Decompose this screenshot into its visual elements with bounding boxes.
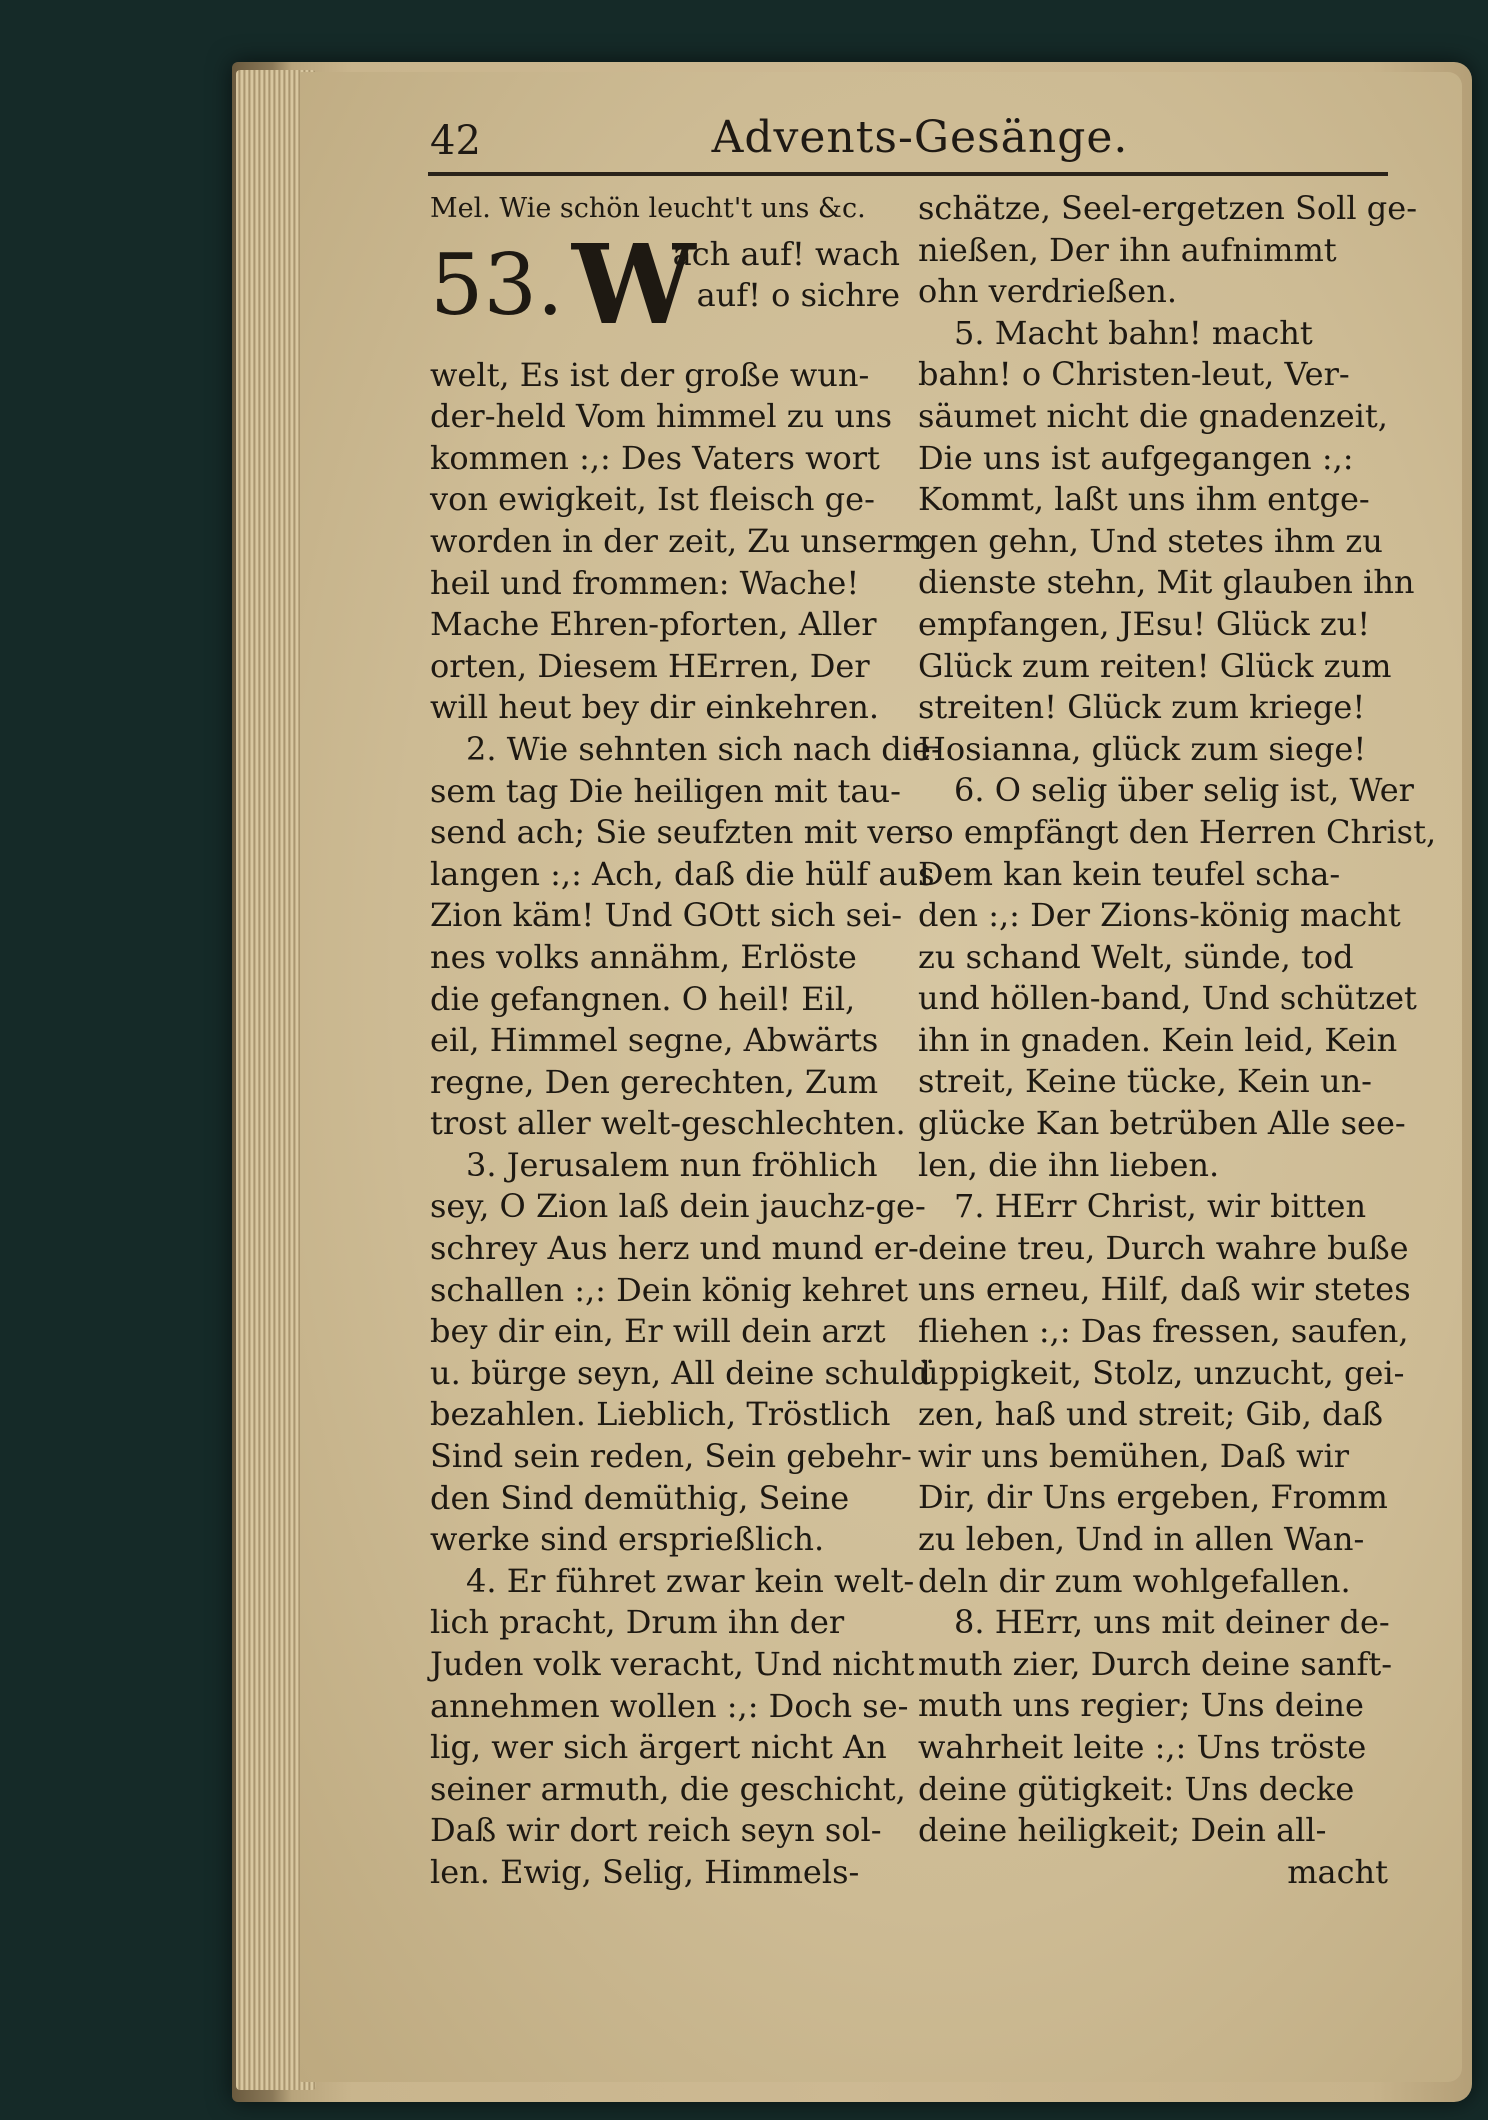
text-line: Die uns ist aufgegangen :,: bbox=[918, 438, 1354, 477]
text-line: empfangen, JEsu! Glück zu! bbox=[918, 604, 1371, 643]
text-line: 4. Er führet zwar kein welt- bbox=[466, 1561, 915, 1600]
melody-line: Mel. Wie schön leucht't uns &c. bbox=[430, 193, 866, 224]
text-line: streit, Keine tücke, Kein un- bbox=[918, 1062, 1372, 1101]
text-line: Zion käm! Und GOtt sich sei- bbox=[430, 896, 903, 935]
text-line: worden in der zeit, Zu unserm bbox=[430, 521, 923, 560]
text-line: eil, Himmel segne, Abwärts bbox=[430, 1021, 879, 1060]
page-number: 42 bbox=[430, 118, 481, 164]
text-line: üppigkeit, Stolz, unzucht, gei- bbox=[918, 1353, 1405, 1392]
text-line: seiner armuth, die geschicht, bbox=[430, 1769, 906, 1808]
text-line: zu leben, Und in allen Wan- bbox=[918, 1520, 1365, 1558]
text-line: ihn in gnaden. Kein leid, Kein bbox=[918, 1020, 1398, 1059]
text-line: orten, Diesem HErren, Der bbox=[430, 646, 870, 685]
text-line: Dem kan kein teufel scha- bbox=[918, 854, 1341, 893]
text-line: Mache Ehren-pforten, Aller bbox=[430, 605, 877, 644]
text-line: muth uns regier; Uns deine bbox=[918, 1686, 1364, 1725]
text-line: deine treu, Durch wahre buße bbox=[918, 1228, 1409, 1267]
text-line: 7. HErr Christ, wir bitten bbox=[954, 1187, 1367, 1226]
text-line: schrey Aus herz und mund er- bbox=[430, 1229, 919, 1268]
text-line: nießen, Der ihn aufnimmt bbox=[918, 230, 1337, 269]
text-line: zu schand Welt, sünde, tod bbox=[918, 937, 1354, 976]
text-line: so empfängt den Herren Christ, bbox=[918, 812, 1437, 851]
text-line: len. Ewig, Selig, Himmels- bbox=[430, 1852, 860, 1891]
catchword: macht bbox=[1287, 1852, 1388, 1891]
text-line: 3. Jerusalem nun fröhlich bbox=[466, 1145, 878, 1184]
text-line: und höllen-band, Und schützet bbox=[918, 979, 1417, 1018]
text-line: 8. HErr, uns mit deiner de- bbox=[954, 1603, 1390, 1642]
left-lines bbox=[430, 355, 942, 1894]
hymn-start bbox=[430, 219, 900, 355]
text-line: von ewigkeit, Ist fleisch ge- bbox=[430, 480, 875, 519]
text-line: deine gütigkeit: Uns decke bbox=[918, 1769, 1355, 1808]
left-column bbox=[430, 188, 942, 1894]
hymn-number: 53. bbox=[430, 235, 564, 334]
text-line: den Sind demüthig, Seine bbox=[430, 1478, 850, 1517]
text-line: wir uns bemühen, Daß wir bbox=[918, 1436, 1349, 1475]
text-line: langen :,: Ach, daß die hülf aus bbox=[430, 854, 935, 893]
text-line: will heut bey dir einkehren. bbox=[430, 688, 880, 727]
drop-cap: W bbox=[572, 219, 696, 349]
text-line: 5. Macht bahn! macht bbox=[954, 313, 1313, 352]
text-line: bezahlen. Lieblich, Tröstlich bbox=[430, 1395, 891, 1434]
text-line: Daß wir dort reich seyn sol- bbox=[430, 1811, 882, 1850]
right-column bbox=[918, 188, 1437, 1893]
text-line: fliehen :,: Das fressen, saufen, bbox=[918, 1312, 1409, 1351]
text-line: bahn! o Christen-leut, Ver- bbox=[918, 355, 1350, 394]
text-line: nes volks annähm, Erlöste bbox=[430, 937, 857, 976]
text-line: 6. O selig über selig ist, Wer bbox=[954, 771, 1414, 810]
text-line: auf! o sichre bbox=[696, 276, 900, 315]
text-line: ach auf! wach bbox=[672, 234, 900, 273]
text-line: send ach; Sie seufzten mit ver- bbox=[430, 813, 931, 852]
text-line: werke sind ersprießlich. bbox=[430, 1520, 825, 1559]
text-line: streiten! Glück zum kriege! bbox=[918, 688, 1366, 727]
text-line: bey dir ein, Er will dein arzt bbox=[430, 1312, 886, 1351]
text-line: Juden volk veracht, Und nicht bbox=[430, 1645, 915, 1683]
text-line: Sind sein reden, Sein gebehr- bbox=[430, 1437, 912, 1476]
text-line: wahrheit leite :,: Uns tröste bbox=[918, 1727, 1367, 1766]
text-line: säumet nicht die gnadenzeit, bbox=[918, 396, 1388, 435]
text-line: gen gehn, Und stetes ihm zu bbox=[918, 521, 1383, 560]
text-line: lich pracht, Drum ihn der bbox=[430, 1603, 845, 1642]
text-line: sey, O Zion laß dein jauchz-ge- bbox=[430, 1187, 926, 1226]
text-line: ohn verdrießen. bbox=[918, 272, 1178, 311]
text-line: len, die ihn lieben. bbox=[918, 1145, 1220, 1184]
text-line: welt, Es ist der große wun- bbox=[430, 355, 870, 394]
text-line: deln dir zum wohlgefallen. bbox=[918, 1561, 1351, 1600]
first-lines bbox=[670, 234, 900, 317]
text-line: u. bürge seyn, All deine schuld bbox=[430, 1353, 931, 1392]
text-line: der-held Vom himmel zu uns bbox=[430, 397, 893, 436]
text-line: Hosianna, glück zum siege! bbox=[918, 729, 1367, 768]
text-line: 2. Wie sehnten sich nach die- bbox=[466, 729, 942, 768]
text-line: trost aller welt-geschlechten. bbox=[430, 1104, 906, 1143]
text-line: lig, wer sich ärgert nicht An bbox=[430, 1728, 887, 1767]
text-line: zen, haß und streit; Gib, daß bbox=[918, 1395, 1383, 1434]
text-line: annehmen wollen :,: Doch se- bbox=[430, 1686, 909, 1725]
running-head: Advents-Gesänge. bbox=[711, 112, 1129, 163]
text-line: den :,: Der Zions-könig macht bbox=[918, 896, 1401, 935]
text-line: kommen :,: Des Vaters wort bbox=[430, 438, 880, 477]
text-line: regne, Den gerechten, Zum bbox=[430, 1062, 879, 1101]
text-line: muth zier, Durch deine sanft- bbox=[918, 1644, 1393, 1683]
text-line: schallen :,: Dein könig kehret bbox=[430, 1270, 908, 1309]
text-line: heil und frommen: Wache! bbox=[430, 563, 860, 602]
text-line: die gefangnen. O heil! Eil, bbox=[430, 979, 856, 1018]
header-rule bbox=[428, 172, 1388, 176]
text-line: Dir, dir Uns ergeben, Fromm bbox=[918, 1478, 1388, 1517]
text-line: deine heiligkeit; Dein all- bbox=[918, 1811, 1327, 1850]
text-line: uns erneu, Hilf, daß wir stetes bbox=[918, 1270, 1411, 1309]
text-line: Glück zum reiten! Glück zum bbox=[918, 646, 1392, 685]
text-line: Kommt, laßt uns ihm entge- bbox=[918, 480, 1370, 519]
text-line: glücke Kan betrüben Alle see- bbox=[918, 1104, 1406, 1143]
right-lines bbox=[918, 188, 1437, 1852]
text-line: sem tag Die heiligen mit tau- bbox=[430, 771, 901, 810]
text-line: schätze, Seel-ergetzen Soll ge- bbox=[918, 189, 1418, 227]
text-line: dienste stehn, Mit glauben ihn bbox=[918, 563, 1415, 602]
